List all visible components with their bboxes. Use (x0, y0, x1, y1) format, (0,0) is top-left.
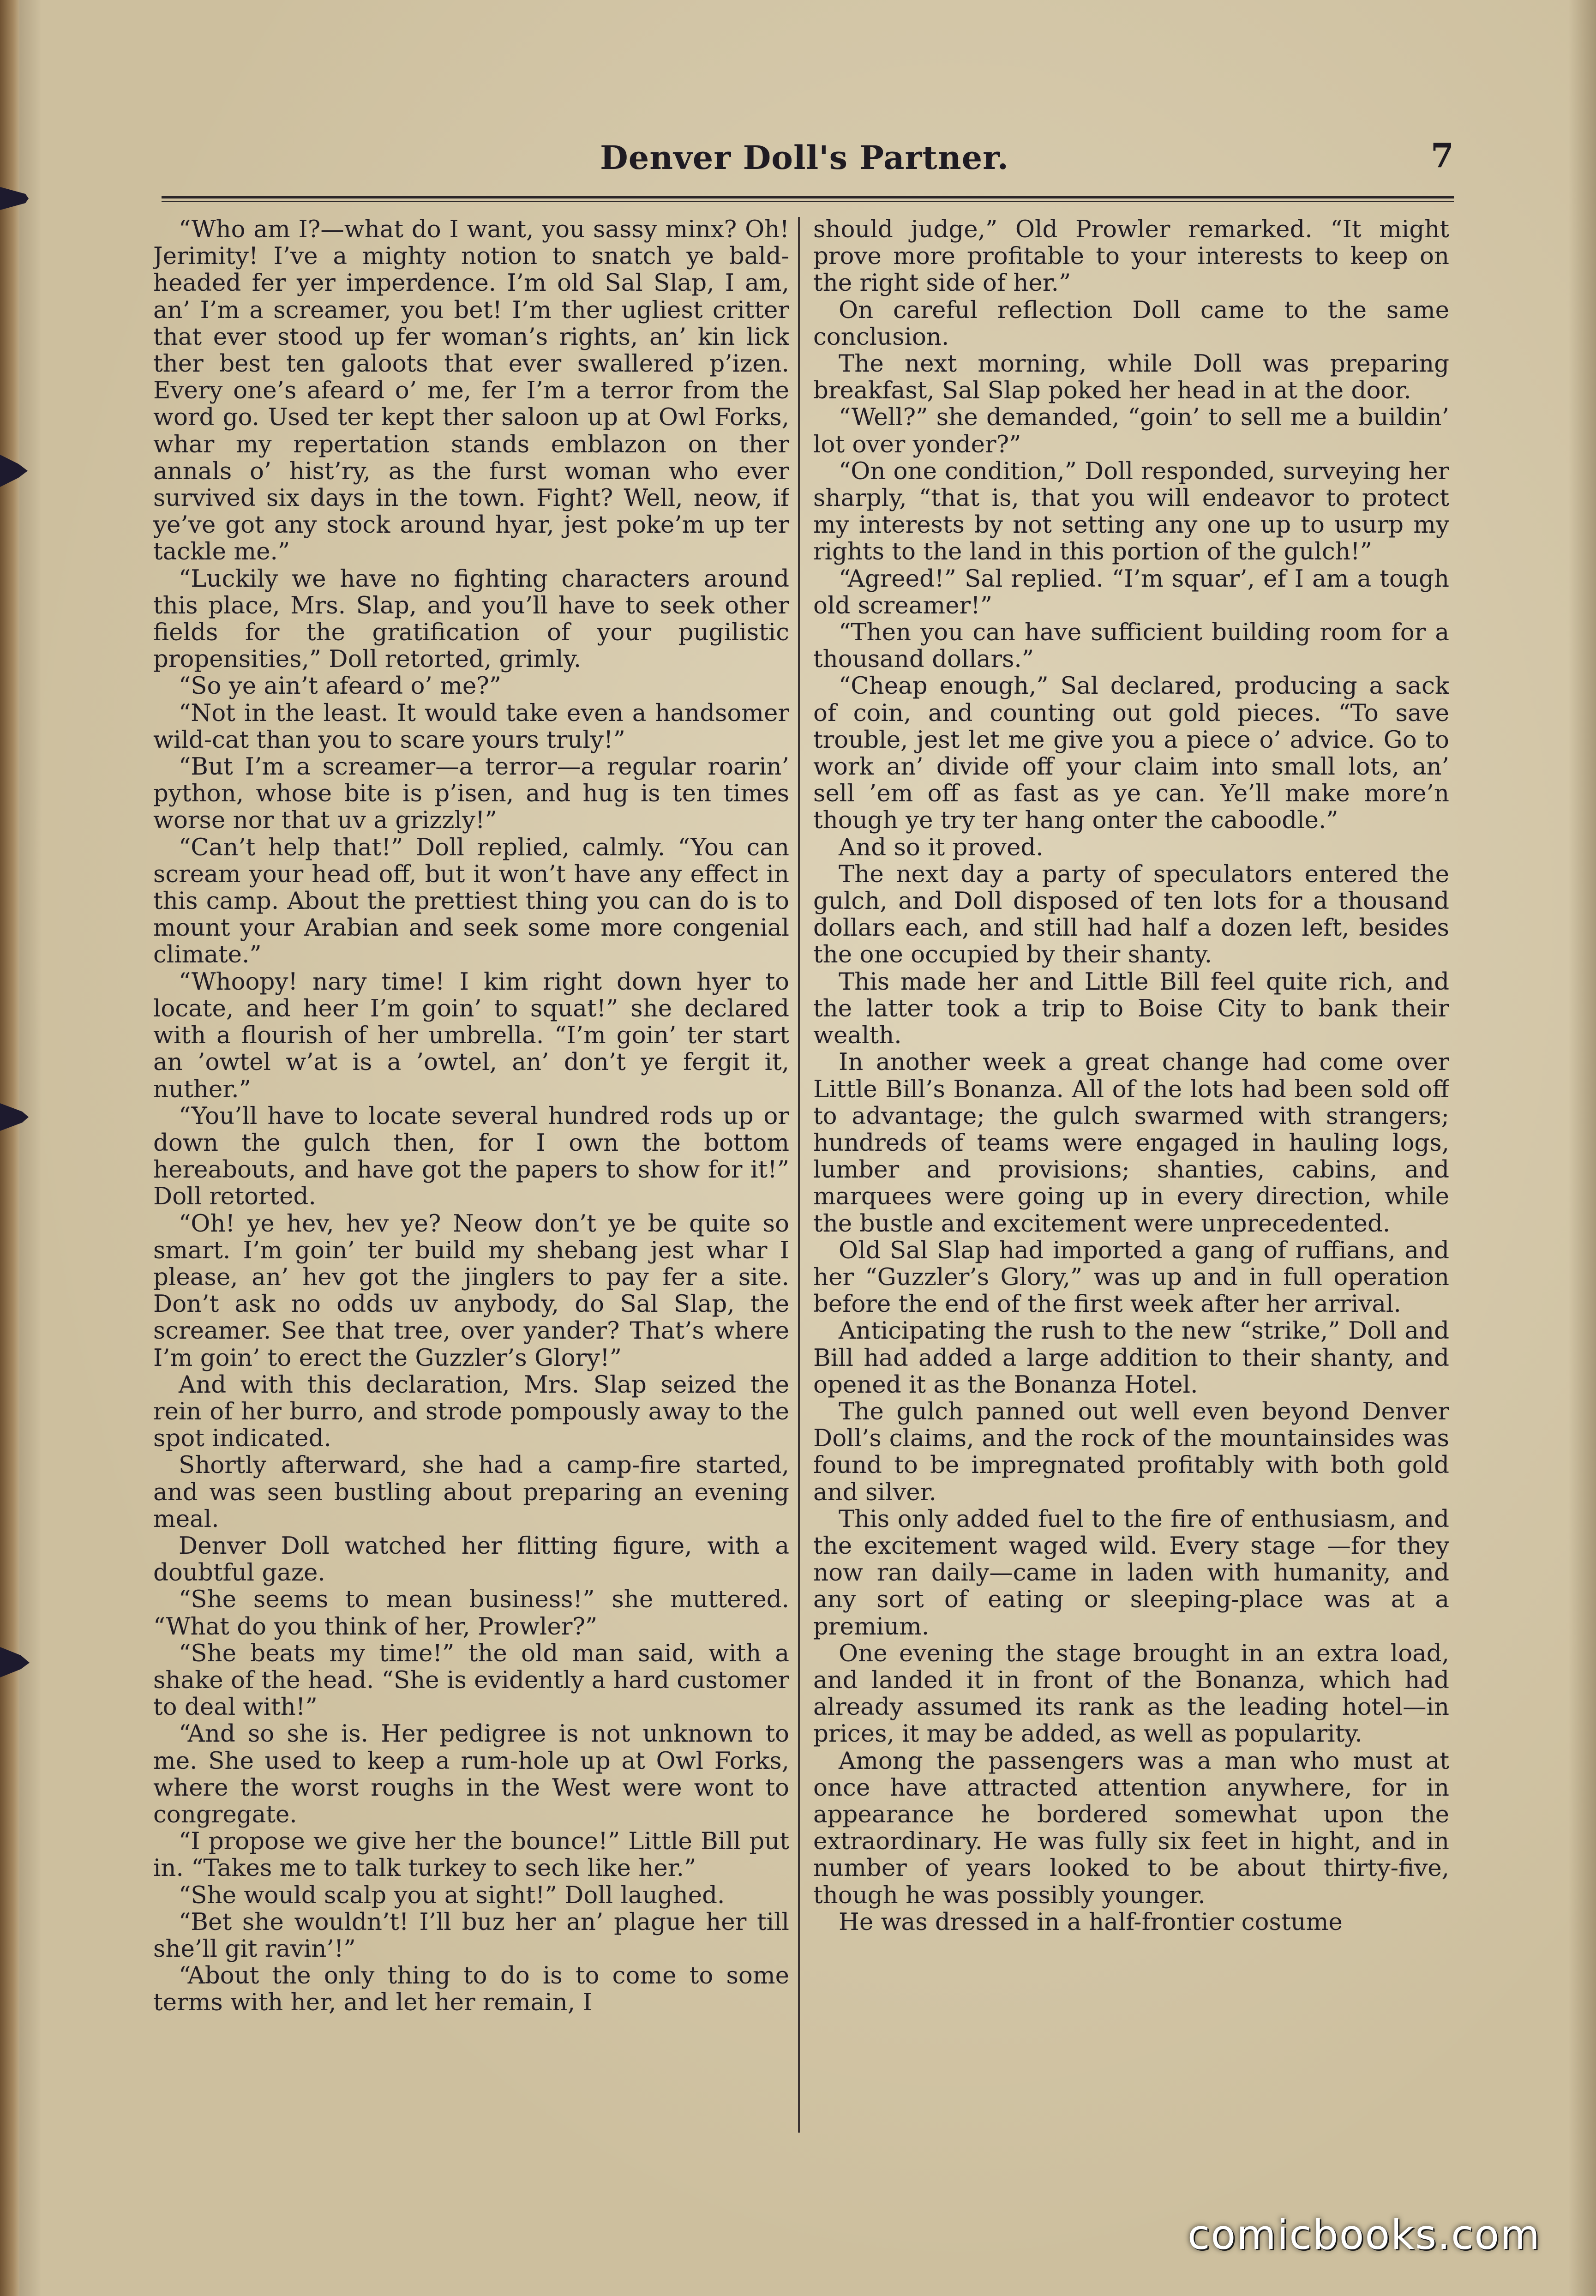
binding-hole-icon (0, 1634, 32, 1689)
paragraph: “About the only thing to do is to come to some terms with her, and let her remain, I (153, 1962, 789, 2017)
paragraph: “Agreed!” Sal replied. “I’m squar’, ef I am a tough old screamer!” (813, 565, 1449, 619)
binding-spine (0, 0, 19, 2296)
page-header (148, 134, 1454, 185)
paragraph: In another week a great change had come over Little Bill’s Bonanza. All of the lots had been sold off to advantage; the gulch swarmed with strangers; hundreds of teams were engaged in hauling logs, lumber and provisions; shanties, cabins, and marquees were going up in every direction, while the bustle and excitement were unprecedented. (813, 1048, 1449, 1238)
text-column-left (153, 216, 789, 2136)
paragraph: “Whoopy! nary time! I kim right down hyer to locate, and heer I’m goin’ to squat!” she declared with a flourish of her umbrella. “I’m goin’ ter start an ’owtel w’at is a ’owtel, an’ don’t ye fergit it, nuther.” (153, 968, 789, 1103)
paragraph: The next morning, while Doll was preparing breakfast, Sal Slap poked her head in at the door. (813, 350, 1449, 405)
paragraph: “Oh! ye hev, hev ye? Neow don’t ye be quite so smart. I’m goin’ ter build my shebang jest whar I please, an’ hev got the jinglers to pay fer a site. Don’t ask no odds uv anybody, do Sal Slap, the screamer. See that tree, over yander? That’s where I’m goin’ to erect the Guzzler’s Glory!” (153, 1209, 789, 1372)
header-rule (162, 196, 1454, 202)
paragraph: “She seems to mean business!” she muttered. “What do you think of her, Prowler?” (153, 1586, 789, 1641)
paragraph: “But I’m a screamer—a terror—a regular roarin’ python, whose bite is p’isen, and hug is ten times worse nor that uv a grizzly!” (153, 753, 789, 835)
paragraph: “I propose we give her the bounce!” Little Bill put in. “Takes me to talk turkey to sech like her.” (153, 1827, 789, 1882)
paragraph: And so it proved. (839, 833, 1044, 861)
paragraph: He was dressed in a half-frontier costume (839, 1908, 1343, 1936)
paragraph: Denver Doll watched her flitting figure, with a doubtful gaze. (153, 1532, 789, 1587)
page-edge-shadow (1568, 0, 1596, 2296)
paragraph: Anticipating the rush to the new “strike,” Doll and Bill had added a large addition to their shanty, and opened it as the Bonanza Hotel. (813, 1317, 1449, 1399)
paragraph: Among the passengers was a man who must at once have attracted attention anywhere, for in appearance he bordered somewhat upon the extraordinary. He was fully six feet in hight, and in number of years looked to be about thirty-five, though he was possibly younger. (813, 1747, 1449, 1909)
paragraph: “So ye ain’t afeard o’ me?” (179, 672, 502, 700)
paragraph: The gulch panned out well even beyond Denver Doll’s claims, and the rock of the mountainsides was found to be impregnated profitably with both gold and silver. (813, 1397, 1449, 1506)
page-number: 7 (1430, 136, 1454, 175)
text-column-right (813, 216, 1449, 2136)
paragraph: “You’ll have to locate several hundred rods up or down the gulch then, for I own the bottom hereabouts, and have got the papers to show for it!” Doll retorted. (153, 1102, 789, 1211)
paragraph: On careful reflection Doll came to the same conclusion. (813, 296, 1449, 351)
watermark: comicbooks.com (1187, 2211, 1541, 2259)
running-title: Denver Doll's Partner. (600, 138, 1009, 177)
paragraph: “Bet she wouldn’t! I’ll buz her an’ plague her till she’ll git ravin’!” (153, 1908, 789, 1963)
paragraph: One evening the stage brought in an extra load, and landed it in front of the Bonanza, which had already assumed its rank as the leading hotel—in prices, it may be added, as well as popularity. (813, 1639, 1449, 1748)
paragraph: “Who am I?—what do I want, you sassy minx? Oh! Jerimity! I’ve a mighty notion to snatch ye bald-headed fer yer imperdence. I’m old Sal Slap, I am, an’ I’m a screamer, you bet! I’m ther ugliest critter that ever stood up fer woman’s rights, an’ kin lick ther best ten galoots that ever swallered p’izen. Every one’s afeard o’ me, fer I’m a terror from the word go. Used ter kept ther saloon up at Owl Forks, whar my repertation stands emblazon on ther annals o’ hist’ry, as the furst woman who ever survived six days in the town. Fight? Well, neow, if ye’ve got any stock around hyar, jest poke’m up ter tackle me.” (153, 216, 789, 566)
paragraph: The next day a party of speculators entered the gulch, and Doll disposed of ten lots for a thousand dollars each, and still had half a dozen left, besides the one occupied by their shanty. (813, 860, 1449, 969)
column-divider (798, 217, 800, 2133)
paragraph: Old Sal Slap had imported a gang of ruffians, and her “Guzzler’s Glory,” was up and in full operation before the end of the first week after her arrival. (813, 1236, 1449, 1318)
paragraph: “And so she is. Her pedigree is not unknown to me. She used to keep a rum-hole up at Owl Forks, where the worst roughs in the West were wont to congregate. (153, 1720, 789, 1828)
paragraph: “Luckily we have no fighting characters around this place, Mrs. Slap, and you’ll have to seek other fields for the gratification of your pugilistic propensities,” Doll retorted, grimly. (153, 565, 789, 673)
paragraph: “She beats my time!” the old man said, with a shake of the head. “She is evidently a hard customer to deal with!” (153, 1639, 789, 1721)
paragraph: And with this declaration, Mrs. Slap seized the rein of her burro, and strode pompously away to the spot indicated. (153, 1370, 789, 1453)
paragraph: should judge,” Old Prowler remarked. “It might prove more profitable to your interests to keep on the right side of her.” (813, 216, 1449, 297)
paragraph: “On one condition,” Doll responded, surveying her sharply, “that is, that you will endeavor to protect my interests by not setting any one up to usurp my rights to the land in this portion of the gulch!” (813, 457, 1449, 566)
binding-hole-icon (0, 171, 32, 226)
paragraph: “Cheap enough,” Sal declared, producing a sack of coin, and counting out gold pieces. “To save trouble, jest let me give you a piece o’ advice. Go to work an’ divide off your claim into small lots, an’ sell ’em off as fast as ye can. Ye’ll make more’n though ye try ter hang onter the caboodle.” (813, 672, 1449, 835)
binding-hole-icon (0, 1089, 32, 1145)
paragraph: This made her and Little Bill feel quite rich, and the latter took a trip to Boise City to bank their wealth. (813, 968, 1449, 1050)
paragraph: Shortly afterward, she had a camp-fire started, and was seen bustling about preparing an evening meal. (153, 1451, 789, 1533)
paragraph: “Well?” she demanded, “goin’ to sell me a buildin’ lot over yonder?” (813, 403, 1449, 458)
paragraph: “She would scalp you at sight!” Doll laughed. (179, 1881, 725, 1909)
paragraph: “Then you can have sufficient building room for a thousand dollars.” (813, 619, 1449, 673)
paragraph: “Not in the least. It would take even a handsomer wild-cat than you to scare yours truly!” (153, 699, 789, 754)
paragraph: This only added fuel to the fire of enthusiasm, and the excitement waged wild. Every stage —for they now ran daily—came in laden with humanity, and any sort of eating or sleeping-place was at a premium. (813, 1505, 1449, 1641)
paragraph: “Can’t help that!” Doll replied, calmly. “You can scream your head off, but it won’t have any effect in this camp. About the prettiest thing you can do is to mount your Arabian and seek some more congenial climate.” (153, 833, 789, 969)
binding-hole-icon (0, 443, 32, 499)
